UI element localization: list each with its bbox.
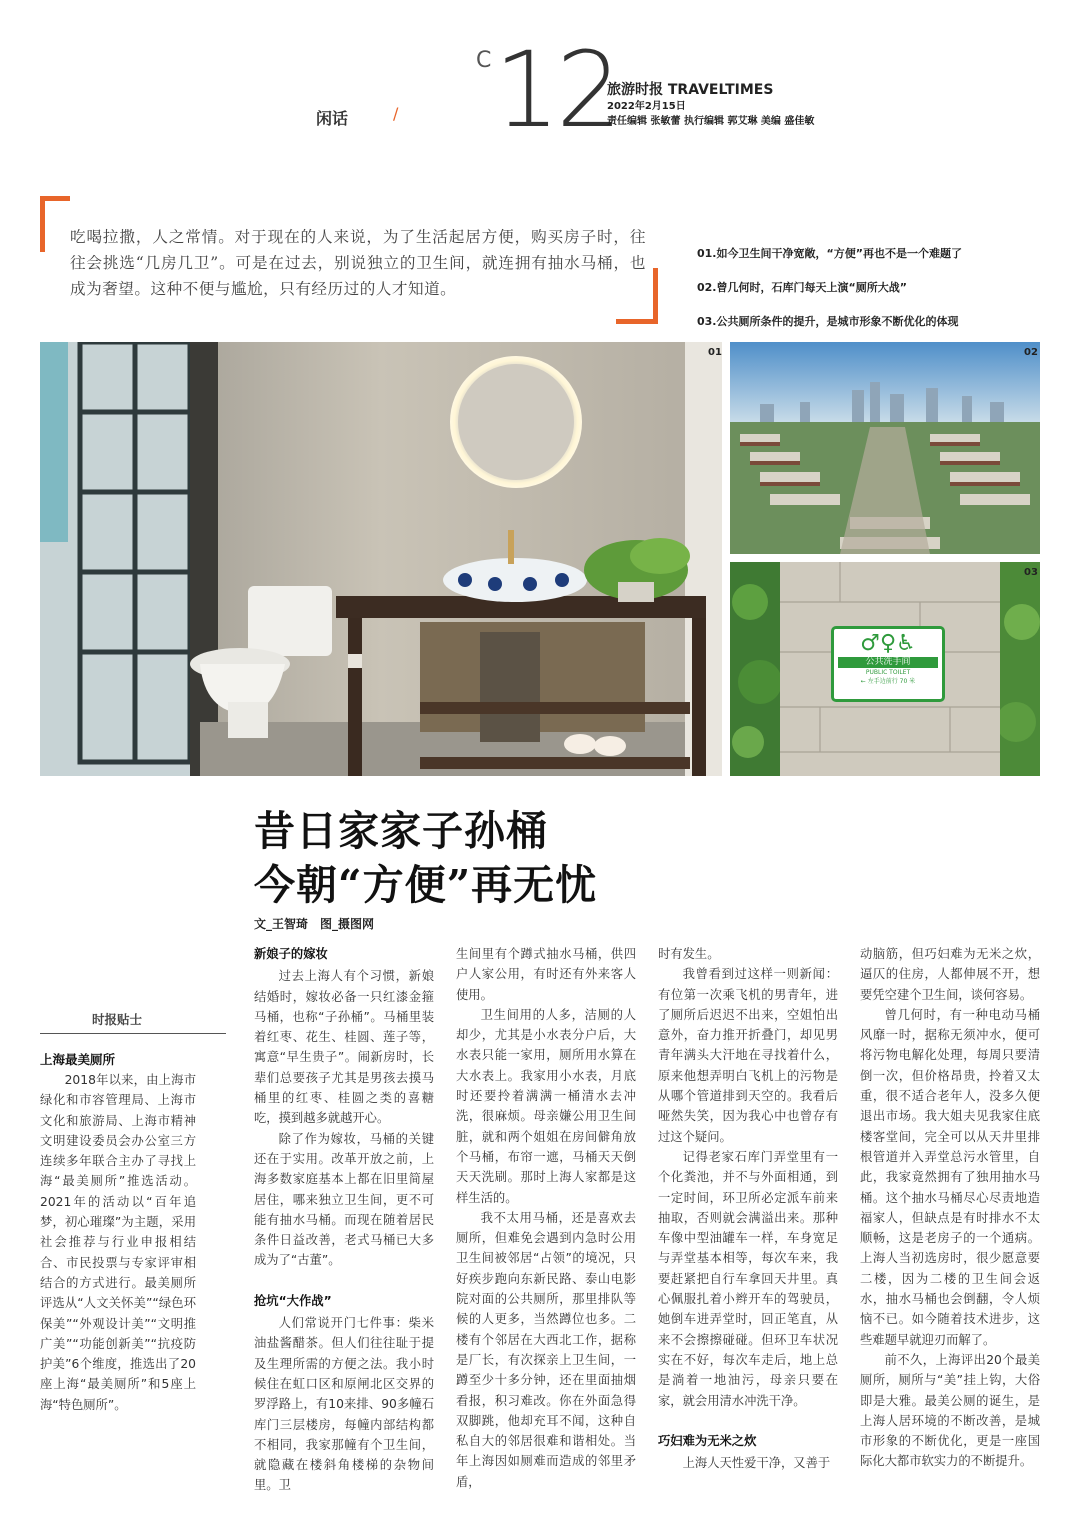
toilet-sign [831,626,945,702]
article-column-2 [456,944,636,1492]
paragraph: 我曾看到过这样一则新闻：有位第一次乘飞机的男青年，进了厕所后迟迟不出来，空姐怕出意外，奋力推开折叠门，却见男青年满头大汗地在寻找着什么，原来他想弄明白飞机上的污物是从哪个管道排到天空的。我看后哑然失笑，因为我心中也曾存有过这个疑问。 [658,967,838,1144]
paragraph: 生间里有个蹲式抽水马桶，供四户人家公用，有时还有外来客人使用。 [456,947,636,1002]
headline [254,804,597,912]
toilet-people-icon: ♂♀♿ [860,631,916,656]
bracket-bottom-right-h [616,319,658,324]
photo-number-02: 02 [1024,347,1038,358]
photo-toilet-sign [730,562,1040,776]
sidebar-divider [40,1033,226,1034]
paragraph: 除了作为嫁妆，马桶的关键还在于实用。改革开放之前，上海多数家庭基本上都在旧里简屋居住，哪来独立卫生间，更不可能有抽水马桶。而现在随着居民条件日益改善，老式马桶已大多成为了“古董”。 [254,1131,434,1268]
photo-number-01: 01 [708,347,722,358]
subheading-wedding: 新娘子的嫁妆 [254,947,328,961]
subheading-clever-housewife: 巧妇难为无米之炊 [658,1433,757,1448]
paragraph: 卫生间用的人多，洁厕的人却少，尤其是小水表分户后，大水表只能一家用，厕所用水算在大水表上。我家用小水表，月底时还要拎着满满一桶清水去冲洗，很麻烦。母亲嫌公用卫生间脏，就和两个姐姐在房间僻角放个马桶，布帘一遮，马桶天天倒天天洗刷。那时上海人家都是这样生活的。 [456,1007,636,1205]
sidebar-body [40,1070,196,1415]
paragraph: 上海人天性爱干净，又善于 [682,1456,831,1471]
paragraph: 曾几何时，有一种电动马桶风靡一时，据称无须冲水，便可将污物电解化处理，每周只要清倒一次，但价格昂贵，拎着又太重，很不适合老年人，没多久便退出市场。我大姐夫见我家住底楼客堂间，完全可以从天井里排根管道并入弄堂总污水管里，自此，我家竟然拥有了独用抽水马桶。这个抽水马桶尽心尽责地造福家人，但缺点是有时排水不太顺畅，这是老房子的一个通病。上海人当初选房时，很少愿意要二楼，因为二楼的卫生间会返水，抽水马桶也会倒翻，令人烦恼不已。如今随着技术进步，这些难题早就迎刃而解了。 [860,1007,1040,1347]
photo-aerial-city [730,342,1040,554]
caption-01: 01.如今卫生间干净宽敞，“方便”再也不是一个难题了 [697,247,962,260]
intro-text: 吃喝拉撒，人之常情。对于现在的人来说，为了生活起居方便，购买房子时，往往会挑选“几房几卫”。可是在过去，别说独立的卫生间，就连拥有抽水马桶，也成为奢望。这种不便与尴尬，只有经历过的人才知道。 [70,228,646,298]
sign-english: PUBLIC TOILET [865,669,911,676]
paragraph: 我不太用马桶，还是喜欢去厕所，但难免会遇到内急时公用卫生间被邻居“占领”的境况，只好疾步跑向东新民路、泰山电影院对面的公共厕所，那里排队等候的人更多，当然蹲位也多。二楼有个邻居在大西北工作，据称是厂长，有次探亲上卫生间，一蹲至少十多分钟，还在里面抽烟看报，积习难改。你在外面急得双脚跳，他却充耳不闻，这种自私自大的邻居很难和谐相处。当年上海因如厕难而造成的邻里矛盾， [456,1210,636,1489]
subheading-battle: 抢坑“大作战” [254,1293,332,1308]
paragraph: 动脑筋，但巧妇难为无米之炊，逼仄的住房，人都伸展不开，想要凭空建个卫生间，谈何容易。 [860,947,1040,1002]
headline-line-2: 今朝“方便”再无忧 [254,861,598,909]
column-slash: / [393,104,399,123]
sidebar-title: 时报贴士 [92,1012,143,1027]
headline-line-1: 昔日家家子孙桶 [254,807,548,855]
page-number: 12 [494,29,619,151]
sidebar-heading: 上海最美厕所 [40,1052,116,1067]
sign-direction: ← 左手边前行 70 米 [860,678,916,685]
paragraph: 过去上海人有个习惯，新娘结婚时，嫁妆必备一只红漆金箍马桶，也称“子孙桶”。马桶里装着红枣、花生、桂圆、莲子等，寓意“早生贵子”。闹新房时，长辈们总要孩子尤其是男孩去摸马桶里的红枣、桂圆之类的喜糖吃，摸到越多就越开心。 [254,969,434,1126]
sidebar-paragraph: 2018年以来，由上海市绿化和市容管理局、上海市文化和旅游局、上海市精神文明建设委员会办公室三方连续多年联合主办了寻找上海“最美厕所”推选活动。2021年的活动以“百年追梦，初心璀璨”为主题，采用社会推荐与行业申报相结合、市民投票与专家评审相结合的方式进行。最美厕所评选从“人文关怀美”“绿色环保美”“外观设计美”“文明推广美”“功能创新美”“抗疫防护美”6个维度，推选出了20座上海“最美厕所”和5座上海“特色厕所”。 [40,1073,196,1412]
photo-number-03: 03 [1024,567,1038,578]
bathroom-illustration [40,342,722,776]
paragraph: 时有发生。 [658,947,720,961]
paragraph: 记得老家石库门弄堂里有一个化粪池，并不与外面相通，到一定时间，环卫所必定派车前来抽取，否则就会满溢出来。那种车像中型油罐车一样，车身宽足与弄堂基本相等，每次车来，我要赶紧把自行车拿回天井里。真心佩服扎着小辫开车的驾驶员，她倒车进弄堂时，回正笔直，从来不会擦擦碰碰。但环卫车状况实在不好，每次车走后，地上总是淌着一地油污，母亲只要在家，就会用清水冲洗干净。 [658,1149,838,1408]
caption-03: 03.公共厕所条件的提升，是城市形象不断优化的体现 [697,315,959,328]
paper-name: 旅游时报 TRAVELTIMES [607,82,774,98]
sign-title: 公共洗手间 [838,657,938,668]
city-illustration [730,342,1040,554]
paragraph: 前不久，上海评出20个最美厕所，厕所与“美”挂上钩，大俗即是大雅。最美公厕的诞生，是上海人居环境的不断改善，是城市形象的不断优化，更是一座国际化大都市软实力的不断提升。 [860,1352,1040,1469]
caption-02: 02.曾几何时，石库门每天上演“厕所大战” [697,281,907,294]
article-column-3 [658,944,838,1473]
section-letter: C [476,48,492,73]
editors-line: 责任编辑 张敏蕾 执行编辑 郭艾琳 美编 盛佳敏 [607,116,815,127]
photo-bathroom [40,342,722,776]
bracket-bottom-right-v [653,268,658,324]
bracket-top-left-v [40,196,45,252]
column-name: 闲话 [316,109,349,128]
article-column-4 [860,944,1040,1472]
paragraph: 人们常说开门七件事：柴米油盐酱醋茶。但人们往往耻于提及生理所需的方便之法。我小时候住在虹口区和原闸北区交界的罗浮路上，有10来排、90多幢石库门三层楼房，每幢内部结构都不相同，我家那幢有个卫生间，就隐藏在楼斜角楼梯的杂物间里。卫 [254,1316,434,1493]
byline: 文_王智琦 图_摄图网 [254,917,375,931]
article-column-1 [254,944,434,1496]
issue-date: 2022年2月15日 [607,101,686,112]
